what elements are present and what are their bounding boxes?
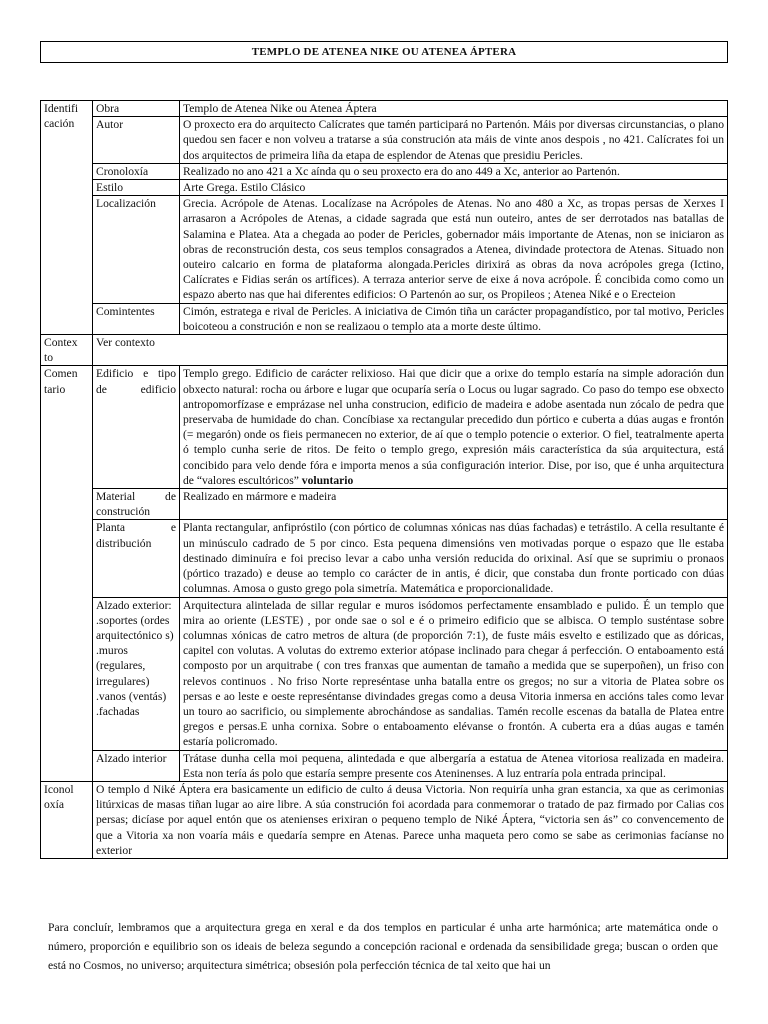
text-autor: O proxecto era do arquitecto Calícrates que tamén participará no Partenón. Máis por diversas circunstancias, o plano quedou sen facer e non volveu a tratarse a súa construción ata máis de vinte anos despois , no 421. Calícrates foi un dos arquitectos de primeira liña da etapa de esplendor de Atenas que presidiu Pericles. [180, 117, 728, 164]
text-edificio [180, 366, 728, 489]
label-estilo: Estilo [93, 180, 180, 196]
label-planta: Planta e distribución [93, 520, 180, 597]
label-cronoloxia: Cronoloxía [93, 163, 180, 179]
text-planta: Planta rectangular, anfipróstilo (con pórtico de columnas xónicas nas dúas fachadas) e tetrástilo. A cella resultante é un minúsculo cadrado de 5 por cinco. Esta pequena dimensións ven motivadas porque o espazo que lle estaba destinado diminuíra e foi preciso levar a cabo unha versión reducida do orixinal. Así que se suprimiu o pronaos (pórtico trazado) e deuse ao templo co carácter de in antis, é dicir, que constaba dun fronte porticado con dúas columnas. Amosa o gusto grego pola simetría. Matemática e proporcionalidade. [180, 520, 728, 597]
table-row [41, 303, 728, 334]
table-row [41, 117, 728, 164]
table-row [41, 750, 728, 781]
table-row [41, 489, 728, 520]
analysis-table [40, 100, 728, 859]
label-edificio: Edificio e tipo de edificio [93, 366, 180, 489]
table-row [41, 781, 728, 858]
section-identificacion: Identifi cación [41, 101, 93, 335]
table-row [41, 366, 728, 489]
label-alzado-exterior: Alzado exterior: .soportes (ordes arquitectónico s) .muros (regulares, irregulares) .vanos (ventás) .fachadas [93, 597, 180, 750]
table-row [41, 520, 728, 597]
text-alzado-exterior: Arquitectura alintelada de sillar regular e muros isódomos perfectamente ensamblado e pulido. É un templo que mira ao oriente (LESTE) , por onde sae o sol e é o primeiro edificio que se albisca. O templo susténtase sobre columnas xónicas de catro metros de altura (de proporción 7:1), de fuste máis esvelto e estilizado que as dóricas, capitel con volutas. A volutas do extremo exterior atópase inclinado para chegar á perfección. O entaboamento está composto por un arquitrabe ( con tres franxas que aumentan de tamaño a medida que se superpoñen), un friso con relevos continuos . No friso Norte represéntase unha batalla entre os gregos; no sur a vitoria de Platea sobre os persas e ao leste e oeste represéntanse divindades gregas como a deusa Vitoria inmersa en accións tales como levar un touro ao sacrificio, ou simplemente abrochándose as sandalias. Tamén recolle escenas da batalla de Platea entre gregos e persas.E unha cornixa. Sobre o entaboamento elévanse o frontón. A cuberta era a dúas augas e tamén estaría policromado. [180, 597, 728, 750]
table-row [41, 163, 728, 179]
table-row [41, 597, 728, 750]
closing-paragraph: Para concluír, lembramos que a arquitectura grega en xeral e da dos templos en particular é unha arte harmónica; arte matemática onde o número, proporción e equilibrio son os ideais de beleza segundo a concepción racional e ordenada da sensibilidade grega; buscan o orden que está no Cosmos, no universo; arquitectura simétrica; obsesión pola perfección técnica de tal xeito que hai un [48, 921, 718, 972]
text-material: Realizado en mármore e madeira [180, 489, 728, 520]
document-title: TEMPLO DE ATENEA NIKE OU ATENEA ÁPTERA [40, 41, 728, 63]
label-obra: Obra [93, 101, 180, 117]
label-alzado-interior: Alzado interior [93, 750, 180, 781]
text-alzado-interior: Trátase dunha cella moi pequena, alintedada e que albergaría a estatua de Atenea vitoriosa realizada en madeira. Esta non tería ás polo que estaría sempre presente cos Ateninenses. A luz entraría pola entrada principal. [180, 750, 728, 781]
section-comentario: Comen tario [41, 366, 93, 781]
label-comintentes: Comintentes [93, 303, 180, 334]
text-obra: Templo de Atenea Nike ou Atenea Áptera [180, 101, 728, 117]
edificio-bold: voluntario [301, 473, 354, 487]
label-autor: Autor [93, 117, 180, 164]
table-row [41, 196, 728, 303]
section-iconologia-label: Iconol oxía [41, 781, 93, 858]
edificio-text: Templo grego. Edificio de carácter relixioso. Hai que dicir que a orixe do templo estaría na simple adoración dun obxecto natural: rocha ou árbore e lugar que ocuparía sería o Locus ou lugar sagrado. Co paso do tempo ese obxecto antropomorfízase e emprázase nel unha construcion, edificio de madeira e adobe asentada nun zócalo de pedra que preservaba de humidade do chan. Concíbiase xa rectangular precedido dun pórtico e cuberta a dúas augas e frontón (= megarón) onde os fieis permanecen no exterior, de aí que o templo potencie o exterior. O fiel, teatralmente aperta ó templo cunha serie de ritos. De feito o templo grego, expresión máis característica da súa arquitectura, está concibido para velo dende fóra e importa menos a súa configuración interior. Dise, por iso, que é unha arquitectura de “valores escultóricos” [183, 367, 724, 487]
table-row [41, 101, 728, 117]
text-estilo: Arte Grega. Estilo Clásico [180, 180, 728, 196]
text-comintentes: Cimón, estratega e rival de Pericles. A iniciativa de Cimón tiña un carácter propagandístico, por tal motivo, Pericles boicoteou a construción e non se realizaou o templo ata a morte deste último. [180, 303, 728, 334]
table-row [41, 180, 728, 196]
section-contexto: Contex to [41, 335, 93, 366]
label-material: Material de construción [93, 489, 180, 520]
text-contexto: Ver contexto [93, 335, 728, 366]
label-localizacion: Localización [93, 196, 180, 303]
text-cronoloxia: Realizado no ano 421 a Xc aínda qu o seu proxecto era do ano 449 a Xc, anterior ao Partenón. [180, 163, 728, 179]
text-localizacion: Grecia. Acrópole de Atenas. Localízase na Acrópoles de Atenas. No ano 480 a Xc, as tropas persas de Xerxes I arrasaron a Acrópoles de Atenas, a cidade sagrada que está nun outeiro, antes de ser derrotados nas batallas de Salamina e Platea. Ata a chegada ao poder de Pericles, gobernador máis importante de Atenas, non se iniciaron as obras de reconstrución desta, cos seus templos consagrados a Atenea, divindade protectora de Atenas. Situado non outeiro calcario en forma de plataforma alongada.Pericles dirixirá as obras da nova acrópoles grega (Ictino, Calícrates e Fidias serán os artífices). A terraza anterior serve de eixe á nova acrópole. É concibida como como un espazo aberto nas que hai diferentes edificios: O Partenón ao sur, os Propileos ; Atenea Niké e o Erecteion [180, 196, 728, 303]
text-iconologia: O templo d Niké Áptera era basicamente un edificio de culto á deusa Victoria. Non requiría unha gran estancia, xa que as cerimonias litúrxicas de masas tiñan lugar ao aire libre. A súa construción foi acordada para conmemorar o tratado de paz firmado por Calias cos persas; dicíase por aquel entón que os atenienses erixiran o pequeno templo de Niké Áptera, “victoria sen ás” co convencemento de que a Vitoria xa non voaría máis e quedaría sempre en Atenas. Parece unha maqueta pero como se sabe as cerimonias facíanse no exterior [93, 781, 728, 858]
table-row [41, 335, 728, 366]
